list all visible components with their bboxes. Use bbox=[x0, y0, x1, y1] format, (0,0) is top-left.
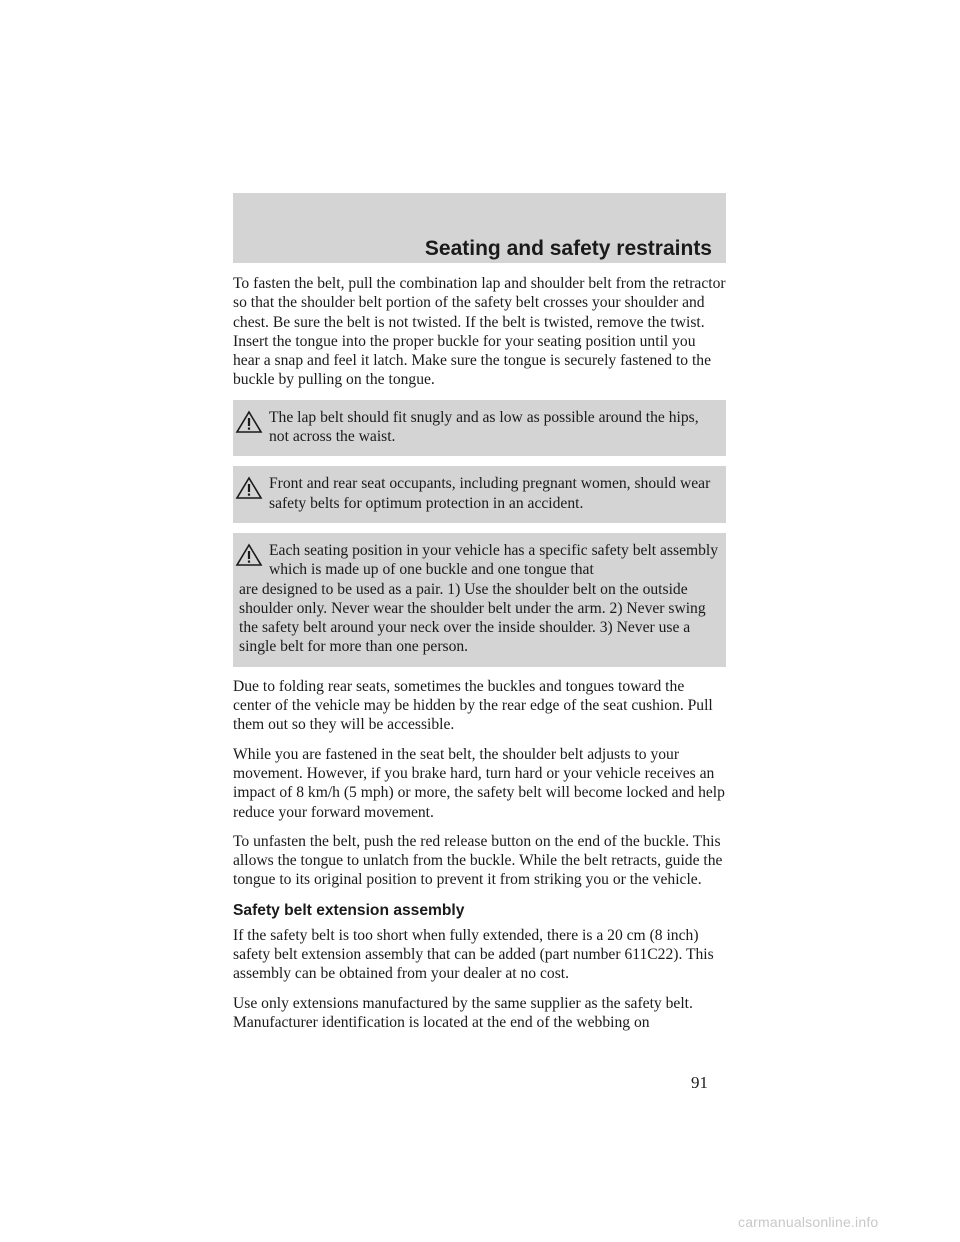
section-header-band bbox=[233, 193, 726, 263]
page-content bbox=[233, 274, 726, 1042]
paragraph-folding-seats: Due to folding rear seats, sometimes the buckles and tongues toward the center of the vehicle may be hidden by the rear edge of the seat cushion. Pull them out so they will be accessible. bbox=[233, 677, 713, 734]
paragraph-fasten-belt: To fasten the belt, pull the combination lap and shoulder belt from the retractor so that the shoulder belt portion of the safety belt crosses your shoulder and chest. Be sure the belt is not twisted. If the belt is twisted, remove the twist. Insert the tongue into the proper buckle for your seating position until you hear a snap and feel it latch. Make sure the tongue is securely fastened to the buckle by pulling on the tongue. bbox=[233, 275, 726, 389]
section-title: Seating and safety restraints bbox=[424, 237, 712, 260]
watermark: carmanualsonline.info bbox=[738, 1214, 879, 1230]
paragraph-extension-length: If the safety belt is too short when fully extended, there is a 20 cm (8 inch) safety belt extension assembly that can be added (part number 611C22). This assembly can be obtained from your dealer at no cost. bbox=[233, 926, 714, 983]
warning-box-seating-position bbox=[233, 533, 726, 667]
paragraph-unfasten-belt: To unfasten the belt, push the red release button on the end of the buckle. This allows the tongue to unlatch from the buckle. While the belt retracts, guide the tongue to its original position to prevent it from striking you or the vehicle. bbox=[233, 832, 723, 889]
warning-text-intro: Each seating position in your vehicle has a specific safety belt assembly which is made up of one buckle and one tongue that bbox=[269, 541, 719, 579]
warning-text-continued: are designed to be used as a pair. 1) Use the shoulder belt on the outside shoulder only. Never wear the shoulder belt under the arm. 2) Never swing the safety belt around your neck over the inside shoulder. 3) Never use a single belt for more than one person. bbox=[239, 580, 706, 656]
warning-triangle-icon bbox=[235, 476, 263, 500]
warning-triangle-icon bbox=[235, 543, 263, 567]
section-heading-extension: Safety belt extension assembly bbox=[233, 901, 465, 919]
page-number: 91 bbox=[691, 1073, 708, 1092]
warning-box-occupants bbox=[233, 466, 726, 523]
warning-text: Front and rear seat occupants, including pregnant women, should wear safety belts for optimum protection in an accident. bbox=[269, 475, 711, 512]
warning-box-lap-belt bbox=[233, 400, 726, 457]
warning-triangle-icon bbox=[235, 410, 263, 434]
paragraph-extension-supplier: Use only extensions manufactured by the same supplier as the safety belt. Manufacturer identification is located at the end of the webbing on bbox=[233, 994, 693, 1031]
warning-text: The lap belt should fit snugly and as low as possible around the hips, not across the waist. bbox=[269, 408, 699, 446]
paragraph-belt-adjusts: While you are fastened in the seat belt, the shoulder belt adjusts to your movement. However, if you brake hard, turn hard or your vehicle receives an impact of 8 km/h (5 mph) or more, the safety belt will become locked and help reduce your forward movement. bbox=[233, 745, 725, 821]
